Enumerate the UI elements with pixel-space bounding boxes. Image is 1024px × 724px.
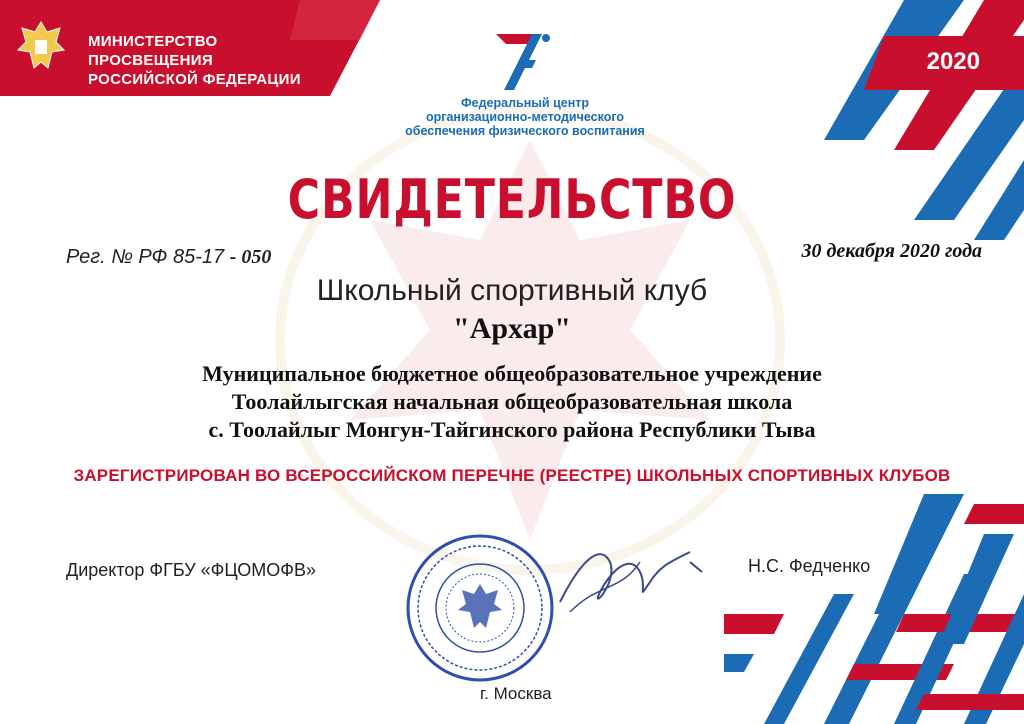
registry-statement: ЗАРЕГИСТРИРОВАН ВО ВСЕРОССИЙСКОМ ПЕРЕЧНЕ (РЕЕСТРЕ) ШКОЛЬНЫХ СПОРТИВНЫХ КЛУБОВ (73, 466, 951, 485)
eagle-emblem-icon (14, 18, 68, 74)
director-title: Директор ФГБУ «ФЦОМОФВ» (66, 560, 316, 580)
ministry-line-1: МИНИСТЕРСТВО ПРОСВЕЩЕНИЯ (88, 33, 218, 69)
city-label: г. Москва (480, 684, 552, 703)
school-line-3: с. Тоолайлыг Монгун-Тайгинского района Республики Тыва (208, 417, 816, 442)
signature-icon (540, 522, 710, 632)
club-name: "Архар" (453, 312, 571, 345)
reg-prefix: Рег. № РФ 85-17 (66, 246, 225, 268)
school-line-1: Муниципальное бюджетное общеобразовательное учреждение (202, 361, 822, 386)
signer-name: Н.С. Федченко (748, 556, 871, 576)
club-type: Школьный спортивный клуб (316, 274, 708, 307)
registration-number (66, 246, 271, 269)
issue-date: 30 декабря 2020 года (801, 240, 982, 262)
school-line-2: Тоолайлыгская начальная общеобразовательная школа (231, 389, 793, 414)
ministry-name (88, 32, 328, 89)
official-seal-icon (404, 532, 556, 684)
ministry-line-2: РОССИЙСКОЙ ФЕДЕРАЦИИ (88, 71, 301, 88)
school-description (0, 360, 1024, 444)
decorative-stripes-bottom-right (724, 494, 1024, 724)
reg-suffix: - 050 (229, 246, 272, 268)
fcomofv-logo-icon (492, 30, 552, 92)
center-line-1: Федеральный центр (460, 96, 590, 110)
federal-center-name (380, 96, 670, 138)
center-line-3: обеспечения физического воспитания (405, 124, 645, 138)
center-line-2: организационно-методического (425, 110, 625, 124)
certificate-title: СВИДЕТЕЛЬСТВО (287, 168, 737, 231)
year-label: 2020 (926, 48, 980, 75)
